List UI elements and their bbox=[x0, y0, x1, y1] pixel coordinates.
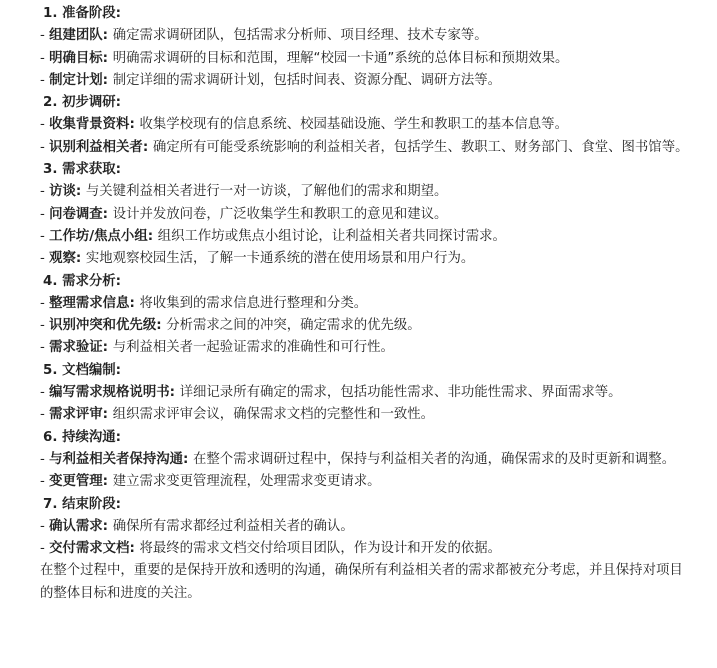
item-label: 整理需求信息 bbox=[49, 295, 130, 311]
item-colon: : bbox=[129, 541, 140, 557]
item-text: 将收集到的需求信息进行整理和分类。 bbox=[139, 295, 368, 311]
item-text: 组织工作坊或焦点小组讨论，让利益相关者共同探讨需求。 bbox=[157, 228, 506, 244]
item-text: 与利益相关者一起验证需求的准确性和可行性。 bbox=[112, 340, 394, 356]
conclusion-paragraph: 在整个过程中，重要的是保持开放和透明的沟通，确保所有利益相关者的需求都被充分考虑，并且保持对项目的整体目标和进度的关注。 bbox=[40, 563, 683, 601]
item-colon: : bbox=[169, 385, 180, 401]
section-heading: 1. 准备阶段: bbox=[43, 6, 121, 21]
list-item: - 需求验证: 与利益相关者一起验证需求的准确性和可行性。 bbox=[40, 340, 394, 356]
item-label: 组建团队 bbox=[49, 28, 103, 44]
list-item: - 制定计划: 制定详细的需求调研计划，包括时间表、资源分配、调研方法等。 bbox=[40, 72, 502, 88]
item-colon: : bbox=[102, 407, 113, 423]
list-item: - 观察: 实地观察校园生活，了解一卡通系统的潜在使用场景和用户行为。 bbox=[40, 251, 475, 267]
item-label: 确认需求 bbox=[49, 518, 103, 534]
list-item: - 识别冲突和优先级: 分析需求之间的冲突，确定需求的优先级。 bbox=[40, 318, 421, 334]
item-label: 访谈 bbox=[49, 184, 76, 200]
item-text: 组织需求评审会议，确保需求文档的完整性和一致性。 bbox=[112, 407, 435, 423]
item-colon: : bbox=[102, 72, 113, 88]
item-colon: : bbox=[147, 228, 158, 244]
item-text: 与关键利益相关者进行一对一访谈，了解他们的需求和期望。 bbox=[85, 184, 448, 200]
list-item: - 工作坊/焦点小组: 组织工作坊或焦点小组讨论，让利益相关者共同探讨需求。 bbox=[40, 228, 506, 244]
item-label: 编写需求规格说明书 bbox=[49, 385, 170, 401]
list-item: - 问卷调查: 设计并发放问卷，广泛收集学生和教职工的意见和建议。 bbox=[40, 206, 448, 222]
item-text: 确保所有需求都经过利益相关者的确认。 bbox=[112, 518, 354, 534]
section-heading: 3. 需求获取: bbox=[43, 162, 121, 178]
list-item: - 整理需求信息: 将收集到的需求信息进行整理和分类。 bbox=[40, 295, 368, 311]
item-text: 确定需求调研团队，包括需求分析师、项目经理、技术专家等。 bbox=[112, 28, 488, 44]
item-colon: : bbox=[183, 451, 194, 467]
item-label: 交付需求文档 bbox=[49, 541, 130, 557]
list-item: - 交付需求文档: 将最终的需求文档交付给项目团队，作为设计和开发的依据。 bbox=[40, 541, 502, 557]
list-item: - 访谈: 与关键利益相关者进行一对一访谈，了解他们的需求和期望。 bbox=[40, 184, 448, 200]
item-text: 收集学校现有的信息系统、校园基础设施、学生和教职工的基本信息等。 bbox=[139, 117, 568, 133]
item-text: 制定详细的需求调研计划，包括时间表、资源分配、调研方法等。 bbox=[112, 72, 502, 88]
section-heading: 4. 需求分析: bbox=[43, 273, 121, 289]
list-item: - 收集背景资料: 收集学校现有的信息系统、校园基础设施、学生和教职工的基本信息等。 bbox=[40, 117, 568, 133]
item-colon: : bbox=[75, 184, 86, 200]
item-colon: : bbox=[102, 518, 113, 534]
list-item: - 明确目标: 明确需求调研的目标和范围，理解“校园一卡通”系统的总体目标和预期效果。 bbox=[40, 50, 569, 66]
item-text: 设计并发放问卷，广泛收集学生和教职工的意见和建议。 bbox=[112, 206, 448, 222]
item-colon: : bbox=[102, 206, 113, 222]
item-text: 确定所有可能受系统影响的利益相关者，包括学生、教职工、财务部门、食堂、图书馆等。 bbox=[152, 139, 689, 155]
item-colon: : bbox=[129, 117, 140, 133]
item-colon: : bbox=[102, 50, 113, 66]
item-colon: : bbox=[102, 340, 113, 356]
item-colon: : bbox=[102, 474, 113, 490]
list-item: - 组建团队: 确定需求调研团队，包括需求分析师、项目经理、技术专家等。 bbox=[40, 28, 488, 44]
section-heading: 5. 文档编制: bbox=[43, 362, 121, 378]
item-label: 变更管理 bbox=[49, 474, 103, 490]
item-text: 实地观察校园生活，了解一卡通系统的潜在使用场景和用户行为。 bbox=[85, 251, 475, 267]
item-label: 制定计划 bbox=[49, 72, 103, 88]
item-label: 观察 bbox=[49, 251, 76, 267]
list-item: - 确认需求: 确保所有需求都经过利益相关者的确认。 bbox=[40, 518, 354, 534]
item-colon: : bbox=[156, 318, 167, 334]
item-label: 收集背景资料 bbox=[49, 117, 130, 133]
list-item: - 需求评审: 组织需求评审会议，确保需求文档的完整性和一致性。 bbox=[40, 407, 435, 423]
item-text: 在整个需求调研过程中，保持与利益相关者的沟通，确保需求的及时更新和调整。 bbox=[193, 451, 676, 467]
item-text: 明确需求调研的目标和范围，理解“校园一卡通”系统的总体目标和预期效果。 bbox=[112, 50, 569, 66]
item-text: 将最终的需求文档交付给项目团队，作为设计和开发的依据。 bbox=[139, 541, 502, 557]
list-item: - 与利益相关者保持沟通: 在整个需求调研过程中，保持与利益相关者的沟通，确保需求的及时更新和调整。 bbox=[40, 451, 676, 467]
item-colon: : bbox=[75, 251, 86, 267]
item-label: 需求验证 bbox=[49, 340, 103, 356]
item-label: 与利益相关者保持沟通 bbox=[49, 451, 183, 467]
item-text: 详细记录所有确定的需求，包括功能性需求、非功能性需求、界面需求等。 bbox=[179, 385, 622, 401]
item-label: 识别利益相关者 bbox=[49, 139, 143, 155]
section-heading: 2. 初步调研: bbox=[43, 95, 121, 111]
item-label: 识别冲突和优先级 bbox=[49, 318, 157, 334]
item-colon: : bbox=[142, 139, 153, 155]
item-text: 分析需求之间的冲突，确定需求的优先级。 bbox=[166, 318, 421, 334]
section-heading: 6. 持续沟通: bbox=[43, 429, 121, 445]
item-colon: : bbox=[129, 295, 140, 311]
item-label: 问卷调查 bbox=[49, 206, 103, 222]
item-text: 建立需求变更管理流程，处理需求变更请求。 bbox=[112, 474, 381, 490]
item-colon: : bbox=[102, 28, 113, 44]
list-item: - 识别利益相关者: 确定所有可能受系统影响的利益相关者，包括学生、教职工、财务部门、食堂、图书馆等。 bbox=[40, 139, 689, 155]
section-heading: 7. 结束阶段: bbox=[43, 496, 121, 512]
item-label: 需求评审 bbox=[49, 407, 103, 423]
item-label: 明确目标 bbox=[49, 50, 103, 66]
item-label: 工作坊/焦点小组 bbox=[49, 228, 148, 244]
list-item: - 变更管理: 建立需求变更管理流程，处理需求变更请求。 bbox=[40, 474, 381, 490]
list-item: - 编写需求规格说明书: 详细记录所有确定的需求，包括功能性需求、非功能性需求、界面需求等。 bbox=[40, 385, 622, 401]
